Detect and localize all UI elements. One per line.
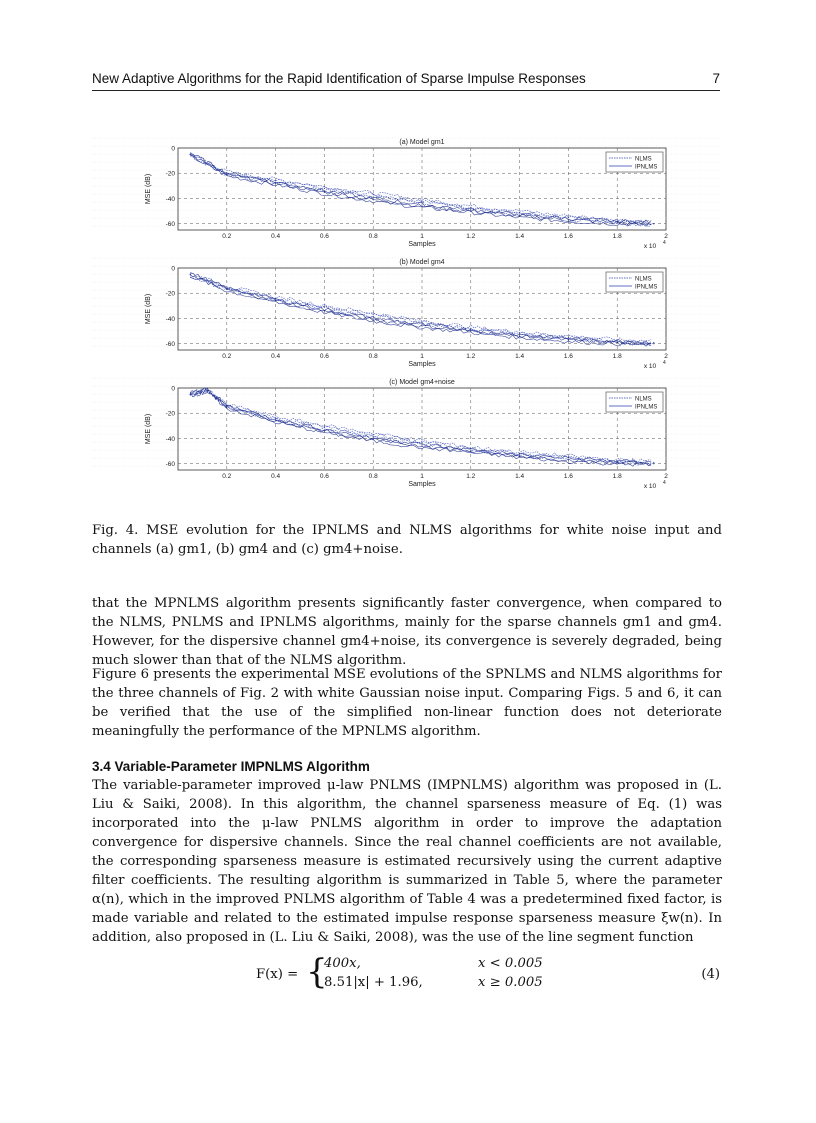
section-heading: 3.4 Variable-Parameter IMPNLMS Algorithm [92,759,370,774]
running-header [92,70,720,91]
y-tick-label-0-0: 0 [171,145,175,153]
equation-brace: { [306,952,328,992]
series-line-nlms-0-1 [190,155,651,225]
data-point-ipnlms-0-6 [470,210,471,211]
y-tick-label-2-0: 0 [171,385,175,393]
y-tick-label-0-3: -60 [165,221,175,229]
data-point-ipnlms-2-6 [421,445,422,446]
x-axis-label-2: Samples [408,481,436,488]
data-point-ipnlms-0-5 [421,205,422,206]
data-point-ipnlms-1-8 [568,339,569,340]
x-tick-label-2-2: 0.6 [319,473,329,480]
x-tick-label-1-6: 1.4 [515,353,525,360]
data-point-ipnlms-2-10 [617,462,618,463]
x-tick-label-2-1: 0.4 [271,473,281,480]
data-point-nlms-0-3 [324,188,325,189]
section-paragraph: The variable-parameter improved μ-law PNLMS (IMPNLMS) algorithm was proposed in (L. Liu & Saiki, 2008). In this algorithm, the channel sparseness measure of Eq. (1) was incorporated into the μ-law PNLMS algorithm in order to improve the adaptation convergence for dispersive channels. Since the real channel coefficients are not available, the corresponding sparseness measure is estimated recursively using the current adaptive filter coefficients. The resulting algorithm is summarized in Table 5, where the parameter α(n), which in the improved PNLMS algorithm of Table 4 was a predetermined fixed factor, is made variable and related to the estimated impulse response sparseness measure ξw(n). In addition, also proposed in (L. Liu & Saiki, 2008), was the use of the line segment function [92,778,722,945]
x-tick-label-1-7: 1.6 [563,353,573,360]
data-point-nlms-2-11 [653,462,654,463]
x-tick-label-2-7: 1.6 [563,473,573,480]
equation-condition-1: x < 0.005 [478,956,543,971]
data-point-ipnlms-2-11 [653,463,654,464]
y-tick-label-2-1: -20 [165,410,175,418]
x-scale-label-0: x 10 [643,243,657,250]
data-point-ipnlms-2-9 [568,459,569,460]
data-point-nlms-0-8 [568,217,569,218]
y-tick-label-2-3: -60 [165,461,175,469]
series-line-nlms-2-2 [190,388,651,462]
data-point-ipnlms-1-6 [470,330,471,331]
y-tick-label-1-1: -20 [165,290,175,298]
x-scale-label-1: x 10 [643,363,657,370]
figure-caption: Fig. 4. MSE evolution for the IPNLMS and NLMS algorithms for white noise input and channels (a) gm1, (b) gm4 and (c) gm4+noise. [92,523,722,557]
data-point-nlms-0-2 [275,180,276,181]
x-tick-label-0-6: 1.4 [515,233,525,240]
equation-number: (4) [701,967,720,982]
legend-label-0-1: IPNLMS [635,164,658,171]
x-tick-label-2-6: 1.4 [515,473,525,480]
data-point-ipnlms-1-5 [421,325,422,326]
legend-label-1-0: NLMS [635,276,652,283]
series-line-ipnlms-2-0 [190,392,651,467]
series-line-ipnlms-0-2 [190,153,651,224]
data-point-nlms-0-5 [421,200,422,201]
page-number: 7 [712,71,720,86]
x-tick-label-1-0: 0.2 [222,353,232,360]
x-tick-label-0-3: 0.8 [368,233,378,240]
series-line-nlms-2-0 [190,391,651,465]
data-point-ipnlms-1-9 [617,342,618,343]
chart-title-1: (b) Model gm4 [399,259,445,266]
data-point-ipnlms-1-2 [275,300,276,301]
x-tick-label-1-1: 0.4 [271,353,281,360]
y-axis-label-1: MSE (dB) [145,293,152,325]
equation-condition-2: x ≥ 0.005 [478,975,543,990]
data-point-nlms-0-7 [519,212,520,213]
data-point-nlms-1-9 [617,341,618,342]
data-point-ipnlms-2-3 [275,420,276,421]
series-line-ipnlms-2-1 [190,390,651,466]
paragraph-1: that the MPNLMS algorithm presents significantly faster convergence, when compared to the NLMS, PNLMS and IPNLMS algorithms, mainly for the sparse channels gm1 and gm4. However, for the dispersive channel gm4+noise, its convergence is severely degraded, being much slower than that of the NLMS algorithm. [92,596,722,668]
data-point-ipnlms-0-10 [653,223,654,224]
data-point-ipnlms-1-7 [519,336,520,337]
data-point-nlms-1-5 [421,322,422,323]
data-point-ipnlms-0-9 [617,222,618,223]
data-point-nlms-2-4 [324,427,325,428]
x-scale-exponent-2: 4 [663,480,666,486]
equation-4 [92,952,722,996]
legend-label-1-1: IPNLMS [635,284,658,291]
x-tick-label-2-4: 1 [420,473,424,480]
x-tick-label-0-0: 0.2 [222,233,232,240]
x-tick-label-2-5: 1.2 [466,473,476,480]
x-axis-label-1: Samples [408,361,436,368]
series-line-nlms-2-1 [190,389,651,464]
x-tick-label-1-2: 0.6 [319,353,329,360]
figure-svg [92,126,720,508]
y-tick-label-1-3: -60 [165,341,175,349]
x-tick-label-0-4: 1 [420,233,424,240]
series-line-ipnlms-1-1 [190,275,651,346]
x-tick-label-0-9: 2 [664,233,668,240]
figure-mse-plots [92,126,720,508]
data-point-ipnlms-1-10 [653,343,654,344]
chart-title-0: (a) Model gm1 [399,139,445,146]
data-point-ipnlms-1-0 [190,274,191,275]
data-point-ipnlms-1-1 [226,289,227,290]
legend-label-0-0: NLMS [635,156,652,163]
x-axis-label-0: Samples [408,241,436,248]
equation-case-1: 400x, [324,956,361,971]
y-tick-label-2-2: -40 [165,435,175,443]
data-point-ipnlms-0-8 [568,219,569,220]
series-line-nlms-1-1 [190,276,651,344]
data-point-nlms-1-4 [373,314,374,315]
data-point-ipnlms-2-7 [470,450,471,451]
data-point-ipnlms-2-5 [373,439,374,440]
data-point-ipnlms-2-4 [324,430,325,431]
x-tick-label-1-8: 1.8 [612,353,622,360]
series-line-nlms-0-2 [190,153,651,224]
series-line-nlms-1-0 [190,278,651,346]
data-point-ipnlms-0-3 [324,192,325,193]
paragraph-2: Figure 6 presents the experimental MSE evolutions of the SPNLMS and NLMS algorithms for the three channels of Fig. 2 with white Gaussian noise input. Comparing Figs. 5 and 6, it can be verified that the use of the simplified non-linear function does not deteriorate meaningfully the performance of the MPNLMS algorithm. [92,667,722,739]
data-point-nlms-2-3 [275,418,276,419]
equation-case-2: 8.51|x| + 1.96, [324,975,423,990]
y-tick-label-1-0: 0 [171,265,175,273]
data-point-ipnlms-2-0 [190,394,191,395]
data-point-ipnlms-0-2 [275,183,276,184]
data-point-nlms-1-6 [470,328,471,329]
x-tick-label-2-8: 1.8 [612,473,622,480]
x-tick-label-0-8: 1.8 [612,233,622,240]
x-scale-exponent-0: 4 [663,240,666,246]
x-scale-label-2: x 10 [643,483,657,490]
x-tick-label-2-0: 0.2 [222,473,232,480]
data-point-nlms-1-10 [653,342,654,343]
series-line-ipnlms-0-1 [190,155,651,225]
data-point-ipnlms-0-4 [373,199,374,200]
data-point-ipnlms-2-8 [519,456,520,457]
data-point-ipnlms-0-7 [519,216,520,217]
chart-title-2: (c) Model gm4+noise [389,379,455,386]
y-axis-label-0: MSE (dB) [145,173,152,205]
x-tick-label-0-1: 0.4 [271,233,281,240]
y-tick-label-0-1: -20 [165,170,175,178]
series-line-ipnlms-0-0 [190,154,651,227]
series-line-ipnlms-2-2 [190,388,651,463]
data-point-ipnlms-2-2 [226,406,227,407]
data-point-nlms-2-6 [421,442,422,443]
y-tick-label-0-2: -40 [165,195,175,203]
x-tick-label-2-9: 2 [664,473,668,480]
x-tick-label-0-2: 0.6 [319,233,329,240]
data-point-ipnlms-2-1 [207,390,208,391]
x-tick-label-0-5: 1.2 [466,233,476,240]
data-point-nlms-1-3 [324,307,325,308]
data-point-ipnlms-1-3 [324,310,325,311]
y-tick-label-1-2: -40 [165,315,175,323]
legend-label-2-1: IPNLMS [635,404,658,411]
x-tick-label-1-3: 0.8 [368,353,378,360]
series-line-ipnlms-1-0 [190,277,651,346]
x-tick-label-1-9: 2 [664,353,668,360]
x-tick-label-1-5: 1.2 [466,353,476,360]
series-line-nlms-1-2 [190,272,651,342]
data-point-nlms-0-6 [470,207,471,208]
y-axis-label-2: MSE (dB) [145,413,152,445]
legend-label-2-0: NLMS [635,396,652,403]
data-point-nlms-2-5 [373,434,374,435]
x-tick-label-1-4: 1 [420,353,424,360]
x-scale-exponent-1: 4 [663,360,666,366]
data-point-nlms-1-8 [568,337,569,338]
equation-lhs: F(x) = [256,967,299,982]
x-tick-label-2-3: 0.8 [368,473,378,480]
x-tick-label-0-7: 1.6 [563,233,573,240]
header-title: New Adaptive Algorithms for the Rapid Identification of Sparse Impulse Responses [92,71,586,86]
data-point-ipnlms-0-0 [190,154,191,155]
data-point-nlms-0-4 [373,194,374,195]
data-point-ipnlms-0-1 [226,174,227,175]
series-line-ipnlms-1-2 [190,273,651,344]
data-point-ipnlms-1-4 [373,319,374,320]
